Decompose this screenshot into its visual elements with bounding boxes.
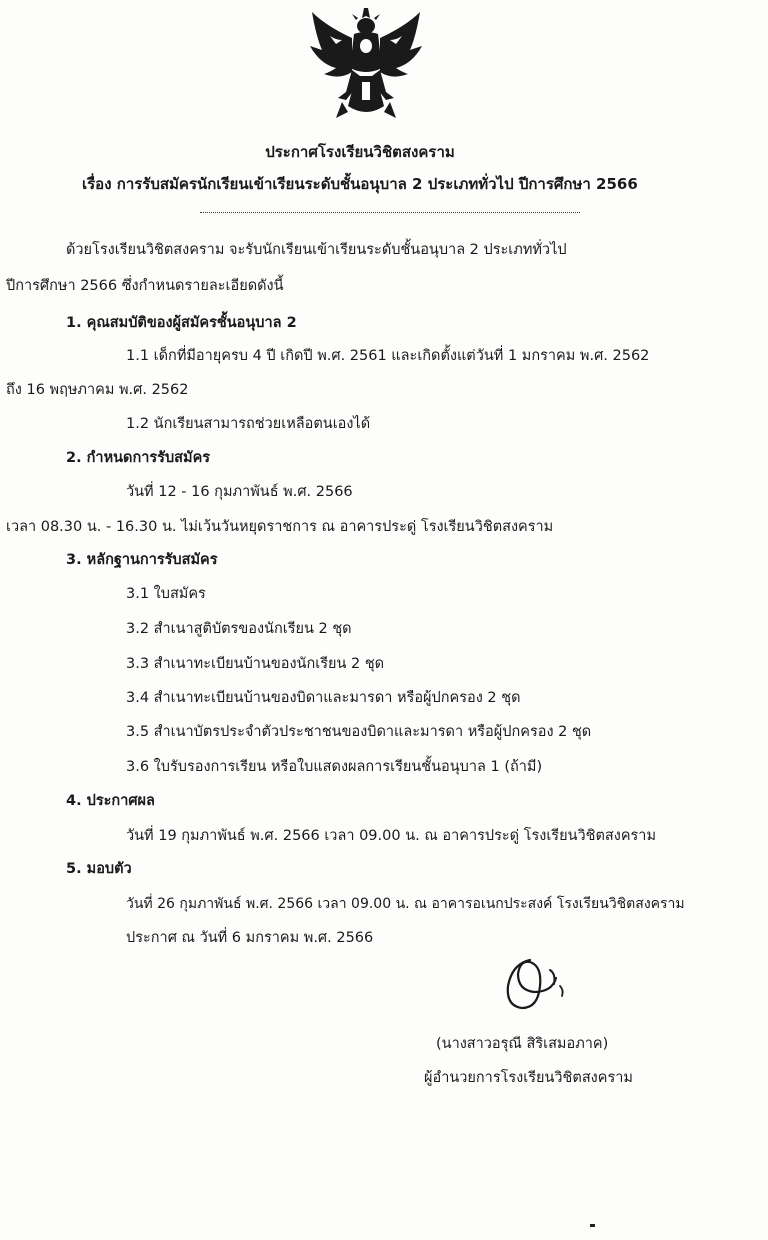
handwritten-signature (490, 952, 580, 1016)
section-1-item-2: 1.2 นักเรียนสามารถช่วยเหลือตนเองได้ (126, 416, 371, 432)
intro-line-2: ปีการศึกษา 2566 ซึ่งกำหนดรายละเอียดดังนี้ (6, 278, 284, 294)
announcement-date: ประกาศ ณ วันที่ 6 มกราคม พ.ศ. 2566 (126, 930, 374, 946)
title-divider (200, 212, 580, 213)
section-2-date: วันที่ 12 - 16 กุมภาพันธ์ พ.ศ. 2566 (126, 484, 353, 500)
section-4-heading: 4. ประกาศผล (66, 793, 155, 809)
document-item: 3.2 สำเนาสูติบัตรของนักเรียน 2 ชุด (126, 621, 352, 637)
announcement-title: ประกาศโรงเรียนวิชิตสงคราม (265, 143, 455, 161)
document-item: 3.5 สำเนาบัตรประจำตัวประชาชนของบิดาและมารดา หรือผู้ปกครอง 2 ชุด (126, 724, 592, 740)
document-item: 3.4 สำเนาทะเบียนบ้านของบิดาและมารดา หรือผู้ปกครอง 2 ชุด (126, 690, 521, 706)
section-2-time: เวลา 08.30 น. - 16.30 น. ไม่เว้นวันหยุดราชการ ณ อาคารประดู่ โรงเรียนวิชิตสงคราม (6, 519, 554, 535)
signatory-name: (นางสาวอรุณี สิริเสมอภาค) (436, 1036, 609, 1052)
section-3-heading: 3. หลักฐานการรับสมัคร (66, 552, 218, 568)
section-1-heading: 1. คุณสมบัติของผู้สมัครชั้นอนุบาล 2 (66, 315, 297, 331)
document-item: 3.3 สำเนาทะเบียนบ้านของนักเรียน 2 ชุด (126, 656, 385, 672)
announcement-subject: เรื่อง การรับสมัครนักเรียนเข้าเรียนระดับชั้นอนุบาล 2 ประเภททั่วไป ปีการศึกษา 2566 (82, 175, 638, 193)
section-2-heading: 2. กำหนดการรับสมัคร (66, 450, 211, 466)
garuda-emblem-icon (306, 6, 426, 122)
section-1-item-1-line-2: ถึง 16 พฤษภาคม พ.ศ. 2562 (6, 382, 189, 398)
section-4-text: วันที่ 19 กุมภาพันธ์ พ.ศ. 2566 เวลา 09.00 น. ณ อาคารประดู่ โรงเรียนวิชิตสงคราม (126, 828, 657, 844)
signatory-position: ผู้อำนวยการโรงเรียนวิชิตสงคราม (424, 1070, 633, 1086)
scan-speck (590, 1224, 595, 1227)
intro-line-1: ด้วยโรงเรียนวิชิตสงคราม จะรับนักเรียนเข้าเรียนระดับชั้นอนุบาล 2 ประเภททั่วไป (66, 242, 567, 258)
section-1-item-1-line-1: 1.1 เด็กที่มีอายุครบ 4 ปี เกิดปี พ.ศ. 2561 และเกิดตั้งแต่วันที่ 1 มกราคม พ.ศ. 2562 (126, 348, 650, 364)
document-item: 3.6 ใบรับรองการเรียน หรือใบแสดงผลการเรียนชั้นอนุบาล 1 (ถ้ามี) (126, 759, 543, 775)
section-5-heading: 5. มอบตัว (66, 861, 132, 877)
document-item: 3.1 ใบสมัคร (126, 586, 206, 602)
section-5-text: วันที่ 26 กุมภาพันธ์ พ.ศ. 2566 เวลา 09.00 น. ณ อาคารอเนกประสงค์ โรงเรียนวิชิตสงคราม (126, 896, 685, 912)
